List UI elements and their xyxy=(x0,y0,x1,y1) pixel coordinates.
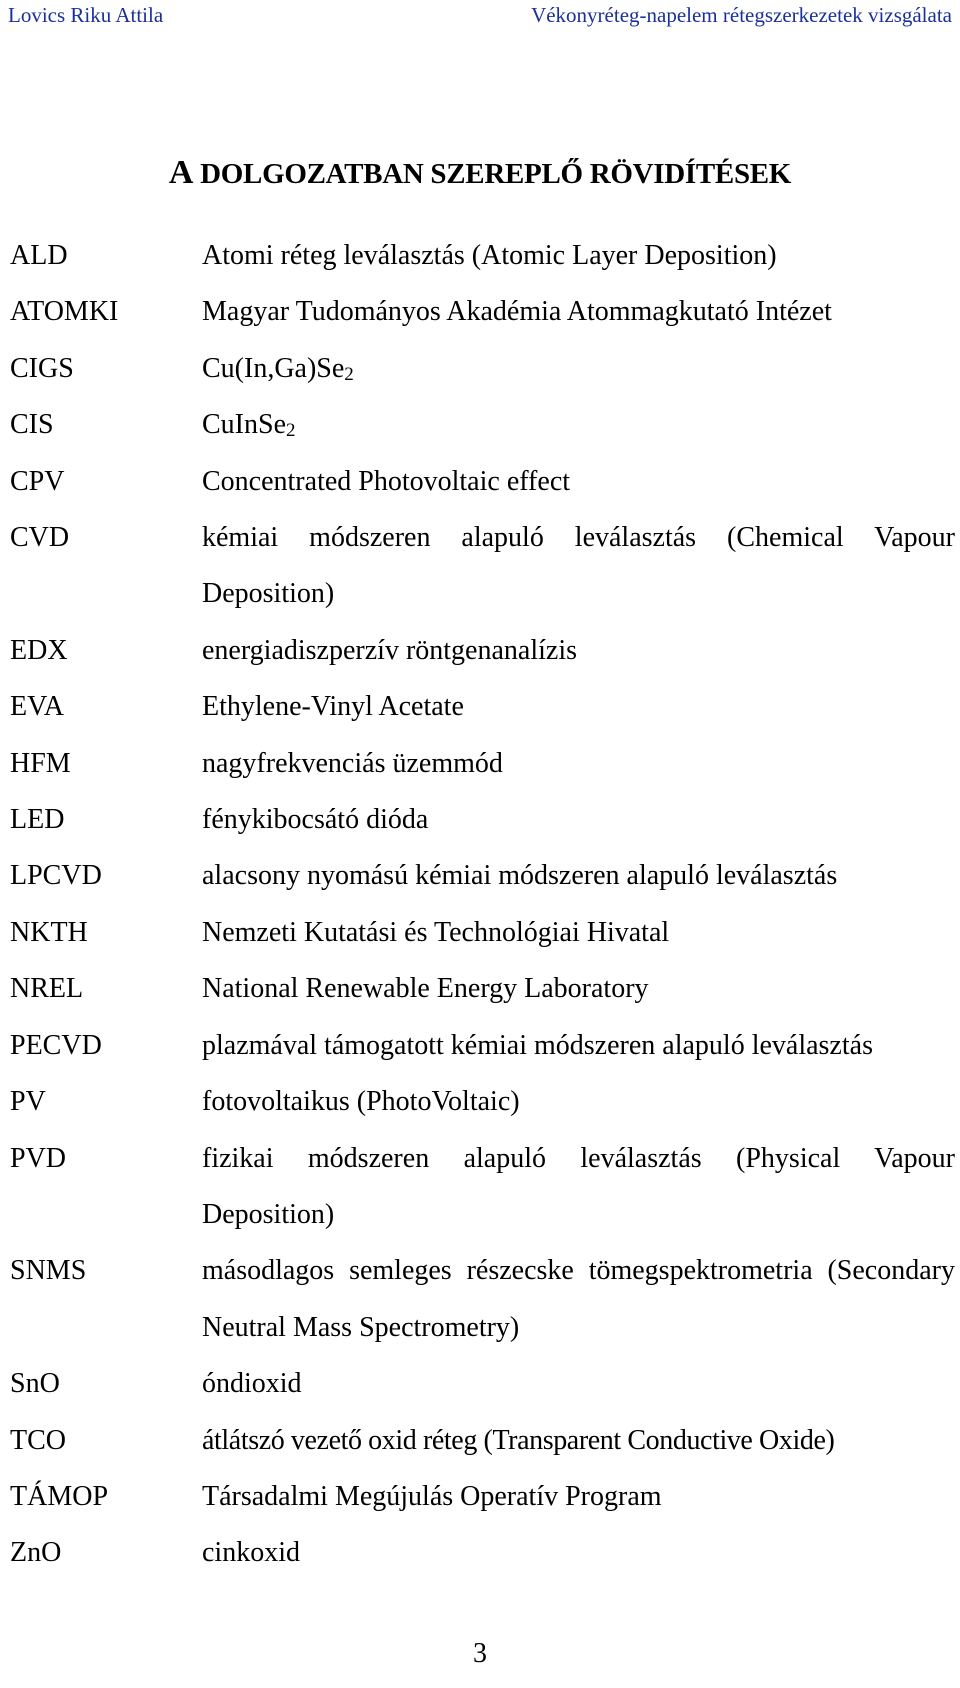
abbreviation-term: TÁMOP xyxy=(10,1480,109,1512)
abbreviation-description: Atomi réteg leválasztás (Atomic Layer Deposition) xyxy=(202,240,777,271)
abbreviation-row xyxy=(10,397,955,453)
section-title xyxy=(0,155,960,192)
abbreviation-description: cinkoxid xyxy=(202,1537,300,1569)
abbreviation-row xyxy=(10,848,955,904)
abbreviation-row xyxy=(10,1356,955,1412)
abbreviation-description xyxy=(202,341,955,397)
abbreviation-row xyxy=(10,1525,955,1581)
abbreviation-row xyxy=(10,1018,955,1074)
abbreviation-list xyxy=(10,228,955,1582)
abbreviation-term: HFM xyxy=(10,747,71,779)
section-title-initial: A xyxy=(168,154,194,191)
abbreviation-term: TCO xyxy=(10,1424,66,1456)
abbreviation-term: CIGS xyxy=(10,352,74,384)
formula-text: CuInSe xyxy=(202,409,286,441)
abbreviation-term: PVD xyxy=(10,1142,67,1174)
abbreviation-description: energiadiszperzív röntgenanalízis xyxy=(202,634,577,666)
abbreviation-row xyxy=(10,679,955,735)
abbreviation-description: óndioxid xyxy=(202,1368,302,1400)
abbreviation-description: alacsony nyomású kémiai módszeren alapuló leválasztás xyxy=(202,860,838,892)
formula-subscript: 2 xyxy=(286,420,296,442)
abbreviation-term: ALD xyxy=(10,240,68,271)
abbreviation-description: Magyar Tudományos Akadémia Atommagkutató Intézet xyxy=(202,296,832,328)
abbreviation-term: PV xyxy=(10,1086,46,1118)
abbreviation-row xyxy=(10,623,955,679)
abbreviation-term: PECVD xyxy=(10,1029,102,1061)
abbreviation-description: Nemzeti Kutatási és Technológiai Hivatal xyxy=(202,916,670,948)
abbreviation-term: CVD xyxy=(10,522,70,554)
abbreviation-row xyxy=(10,1074,955,1130)
abbreviation-term: SnO xyxy=(10,1368,60,1400)
abbreviation-term: EDX xyxy=(10,634,68,666)
abbreviation-row xyxy=(10,961,955,1017)
abbreviation-term: ATOMKI xyxy=(10,296,119,328)
abbreviation-row xyxy=(10,1131,955,1244)
abbreviation-description: Ethylene-Vinyl Acetate xyxy=(202,691,464,723)
abbreviation-row xyxy=(10,792,955,848)
abbreviation-row xyxy=(10,341,955,397)
abbreviation-term: CPV xyxy=(10,465,65,497)
abbreviation-row xyxy=(10,1469,955,1525)
abbreviation-description xyxy=(202,397,955,453)
abbreviation-description: fizikai módszeren alapuló leválasztás (Physical Vapour Deposition) xyxy=(202,1142,955,1230)
abbreviation-row xyxy=(10,284,955,340)
abbreviation-row xyxy=(10,1243,955,1356)
formula-subscript: 2 xyxy=(344,363,354,385)
abbreviation-term: ZnO xyxy=(10,1537,62,1569)
abbreviation-description: National Renewable Energy Laboratory xyxy=(202,973,649,1005)
abbreviation-row xyxy=(10,510,955,623)
abbreviation-term: CIS xyxy=(10,409,54,441)
abbreviation-row xyxy=(10,454,955,510)
abbreviation-term: NREL xyxy=(10,973,84,1005)
abbreviation-description: Társadalmi Megújulás Operatív Program xyxy=(202,1480,662,1512)
abbreviation-description: fénykibocsátó dióda xyxy=(202,804,429,836)
abbreviation-description: kémiai módszeren alapuló leválasztás (Chemical Vapour Deposition) xyxy=(202,522,955,610)
page-number: 3 xyxy=(473,1638,487,1669)
header-document-title: Vékonyréteg-napelem rétegszerkezetek vizsgálata xyxy=(531,3,952,27)
abbreviation-row xyxy=(10,1413,955,1469)
abbreviation-term: NKTH xyxy=(10,916,88,948)
abbreviation-description: másodlagos semleges részecske tömegspektrometria (Secondary Neutral Mass Spectrometry) xyxy=(202,1255,955,1343)
abbreviation-term: SNMS xyxy=(10,1255,87,1287)
abbreviation-description: fotovoltaikus (PhotoVoltaic) xyxy=(202,1086,520,1118)
abbreviation-description: átlátszó vezető oxid réteg (Transparent Conductive Oxide) xyxy=(202,1424,835,1456)
abbreviation-row xyxy=(10,905,955,961)
abbreviation-description: Concentrated Photovoltaic effect xyxy=(202,465,571,497)
abbreviation-term: EVA xyxy=(10,691,64,723)
abbreviation-description: nagyfrekvenciás üzemmód xyxy=(202,747,503,779)
abbreviation-row xyxy=(10,736,955,792)
formula-text: Cu(In,Ga)Se xyxy=(202,352,345,384)
abbreviation-term: LPCVD xyxy=(10,860,102,892)
section-title-text: DOLGOZATBAN SZEREPLŐ RÖVIDÍTÉSEK xyxy=(193,158,792,190)
abbreviation-term: LED xyxy=(10,804,65,836)
abbreviation-row xyxy=(10,228,955,284)
abbreviation-description: plazmával támogatott kémiai módszeren alapuló leválasztás xyxy=(202,1029,873,1061)
running-header xyxy=(8,0,952,30)
header-author: Lovics Riku Attila xyxy=(8,3,164,27)
